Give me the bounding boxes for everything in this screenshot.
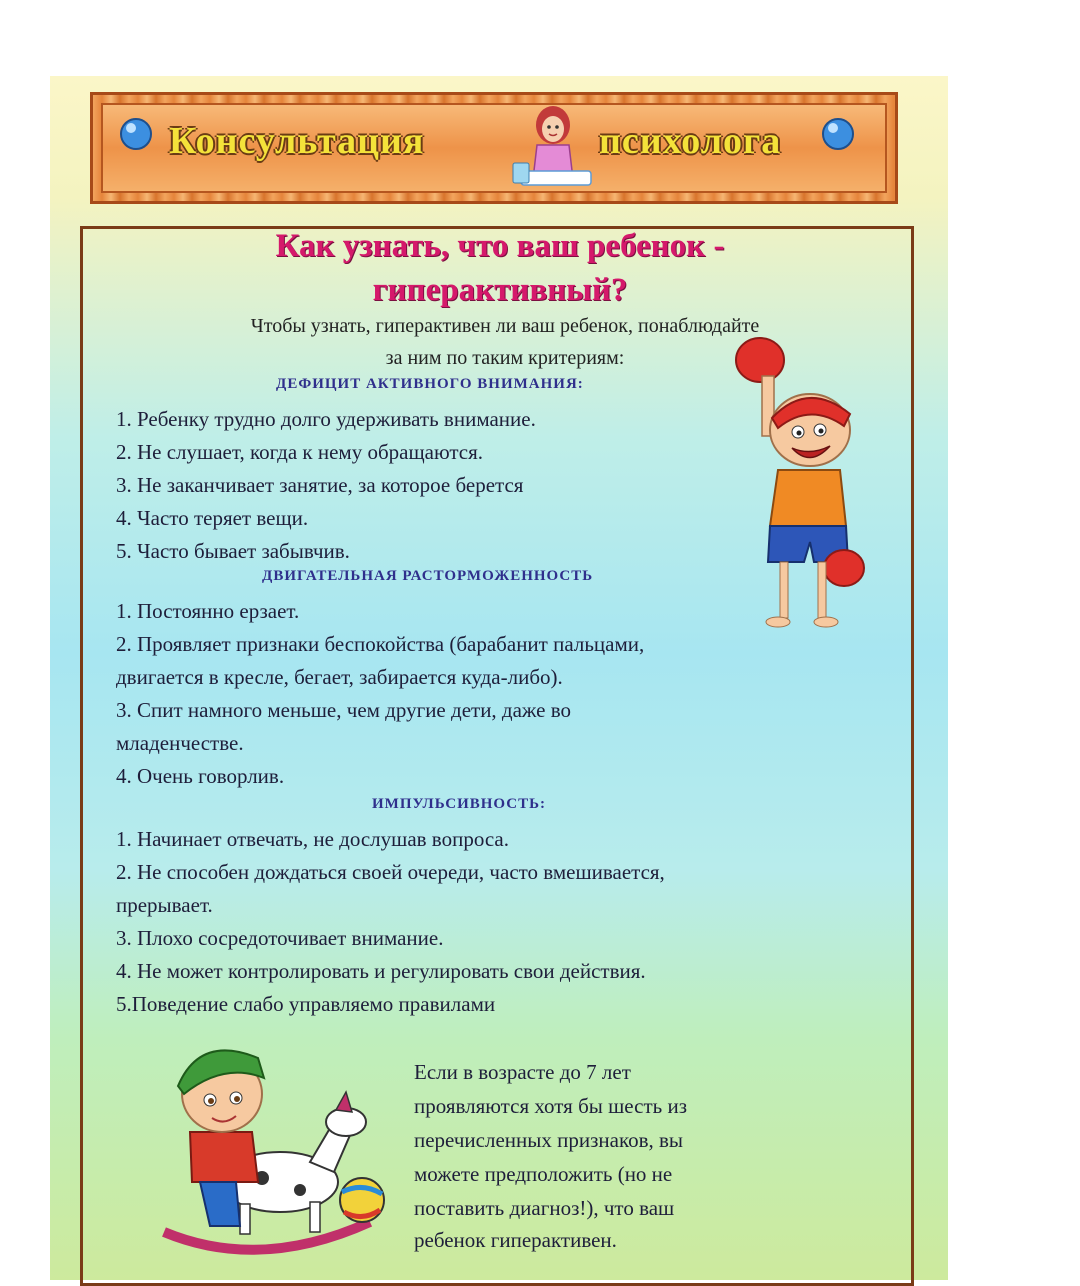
girl-psychologist-icon <box>507 103 603 195</box>
page-title-line2: гиперактивный? <box>372 272 628 308</box>
list-item: 2. Не способен дождаться своей очереди, часто вмешивается, <box>116 860 665 884</box>
intro-line1: Чтобы узнать, гиперактивен ли ваш ребенок, понаблюдайте <box>250 315 760 337</box>
list-item: 2. Проявляет признаки беспокойства (барабанит пальцами, <box>116 632 645 656</box>
list-item: двигается в кресле, бегает, забирается куда-либо). <box>116 665 563 689</box>
list-item: 5.Поведение слабо управляемо правилами <box>116 992 496 1016</box>
list-item: 3. Спит намного меньше, чем другие дети, даже во <box>116 698 572 722</box>
section-heading-impulsivity: ИМПУЛЬСИВНОСТЬ: <box>372 796 547 812</box>
list-item: 1. Ребенку трудно долго удерживать внимание. <box>116 407 536 431</box>
list-item: 5. Часто бывает забывчив. <box>116 539 350 563</box>
section-heading-attention: ДЕФИЦИТ АКТИВНОГО ВНИМАНИЯ: <box>276 376 584 392</box>
ball-icon <box>119 117 153 151</box>
section-heading-motor: ДВИГАТЕЛЬНАЯ РАСТОРМОЖЕННОСТЬ <box>262 568 594 584</box>
header-word-psychologist: психолога <box>599 120 782 162</box>
conclusion-line: перечисленных признаков, вы <box>414 1128 684 1152</box>
list-item: младенчестве. <box>116 731 244 755</box>
header-banner-inner <box>101 103 887 193</box>
ball-icon <box>821 117 855 151</box>
list-item: 1. Начинает отвечать, не дослушав вопроса. <box>116 827 509 851</box>
list-item: 1. Постоянно ерзает. <box>116 599 300 623</box>
header-banner <box>90 92 898 204</box>
page-title-line1: Как узнать, что ваш ребенок - <box>275 228 725 264</box>
list-item: 3. Плохо сосредоточивает внимание. <box>116 926 444 950</box>
header-word-consultation: Консультация <box>169 120 425 162</box>
list-item: прерывает. <box>116 893 213 917</box>
list-item: 4. Часто теряет вещи. <box>116 506 309 530</box>
conclusion-line: ребенок гиперактивен. <box>414 1228 617 1252</box>
conclusion-line: можете предположить (но не <box>414 1162 673 1186</box>
boy-on-rocking-horse-illustration <box>140 1022 390 1262</box>
list-item: 2. Не слушает, когда к нему обращаются. <box>116 440 484 464</box>
list-item: 3. Не заканчивает занятие, за которое берется <box>116 473 524 497</box>
boxer-boy-illustration <box>722 330 872 630</box>
conclusion-line: поставить диагноз!), что ваш <box>414 1196 675 1220</box>
list-item: 4. Очень говорлив. <box>116 764 285 788</box>
intro-line2: за ним по таким критериям: <box>385 347 625 369</box>
list-item: 4. Не может контролировать и регулировать свои действия. <box>116 959 646 983</box>
conclusion-line: проявляются хотя бы шесть из <box>414 1094 687 1118</box>
conclusion-line: Если в возрасте до 7 лет <box>414 1060 631 1084</box>
